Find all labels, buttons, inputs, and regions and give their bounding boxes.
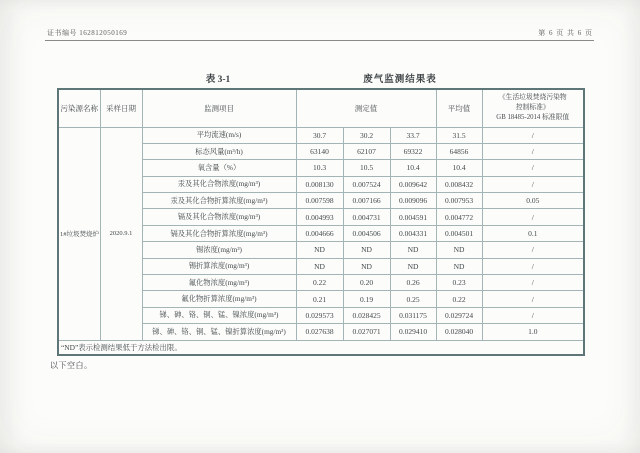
table-cell-limit: / (482, 275, 584, 291)
table-cell-limit: 1.0 (482, 324, 584, 340)
table-cell-limit: / (482, 209, 584, 225)
table-cell-limit: / (482, 127, 584, 143)
table-cell-v1: 0.21 (296, 291, 343, 307)
table-cell-item: 锡浓度(mg/m³) (142, 242, 296, 258)
table-cell-avg: 64856 (436, 143, 482, 159)
table-cell-v1: 0.007598 (296, 193, 343, 209)
table-cell-v2: 30.2 (343, 127, 390, 143)
table-cell-v3: 0.029410 (390, 324, 436, 340)
table-cell-avg: 10.4 (436, 160, 482, 176)
results-tbody (58, 127, 584, 340)
table-cell-limit: / (482, 143, 584, 159)
header-source: 污染源名称 (58, 89, 100, 127)
table-cell-avg: 0.029724 (436, 307, 482, 323)
table-cell-avg: ND (436, 258, 482, 274)
sample-date-cell: 2020.9.1 (100, 127, 142, 340)
table-cell-v1: 0.008130 (296, 176, 343, 192)
table-cell-v2: 0.028425 (343, 307, 390, 323)
header-limit (482, 89, 584, 127)
table-cell-limit: / (482, 258, 584, 274)
table-cell-item: 汞及其化合物浓度(mg/m³) (142, 176, 296, 192)
table-cell-v2: 0.004506 (343, 225, 390, 241)
table-cell-avg: 31.5 (436, 127, 482, 143)
table-cell-v3: 0.031175 (390, 307, 436, 323)
table-cell-v2: ND (343, 258, 390, 274)
table-cell-limit: / (482, 160, 584, 176)
header-divider (45, 40, 594, 41)
table-title: 废气监测结果表 (363, 75, 437, 85)
table-cell-v2: 0.007524 (343, 176, 390, 192)
table-cell-item: 锑、砷、铬、铜、锰、镍折算浓度(mg/m³) (142, 324, 296, 340)
table-cell-avg: 0.22 (436, 291, 482, 307)
table-cell-v2: 0.20 (343, 275, 390, 291)
header-item: 监测项目 (142, 89, 296, 127)
header-limit-line3: GB 18485-2014 标准限值 (496, 114, 570, 122)
table-cell-v1: 0.22 (296, 275, 343, 291)
table-cell-v3: 69322 (390, 143, 436, 159)
header-measured: 测定值 (296, 89, 436, 127)
source-name-cell: 1#垃圾焚烧炉 (58, 127, 100, 340)
table-cell-item: 标态风量(m³/h) (142, 143, 296, 159)
table-cell-item: 平均流速(m/s) (142, 127, 296, 143)
table-cell-v1: 63140 (296, 143, 343, 159)
table-cell-avg: 0.004772 (436, 209, 482, 225)
table-cell-limit: / (482, 176, 584, 192)
table-cell-item: 锑、砷、铬、铜、锰、镍浓度(mg/m³) (142, 307, 296, 323)
table-number: 表 3-1 (205, 75, 231, 85)
table-cell-v1: 0.004666 (296, 225, 343, 241)
table-cell-v3: 0.009096 (390, 193, 436, 209)
table-cell-avg: 0.007953 (436, 193, 482, 209)
table-cell-avg: 0.008432 (436, 176, 482, 192)
table-row (58, 127, 584, 143)
table-cell-v1: 0.029573 (296, 307, 343, 323)
table-cell-v1: 0.004993 (296, 209, 343, 225)
table-cell-v1: ND (296, 258, 343, 274)
table-cell-v3: 0.25 (390, 291, 436, 307)
table-cell-v1: 10.3 (296, 160, 343, 176)
table-cell-limit: 0.05 (482, 193, 584, 209)
header-average: 平均值 (436, 89, 482, 127)
table-cell-avg: 0.23 (436, 275, 482, 291)
table-cell-v3: 33.7 (390, 127, 436, 143)
header-limit-line2: 控制标准》 (515, 104, 550, 112)
table-cell-v2: 0.007166 (343, 193, 390, 209)
table-header-row (58, 89, 584, 127)
table-cell-limit: / (482, 291, 584, 307)
page-number: 第 6 页 共 6 页 (538, 29, 593, 37)
table-cell-v2: 10.5 (343, 160, 390, 176)
table-cell-v3: 10.4 (390, 160, 436, 176)
table-cell-v2: 0.027071 (343, 324, 390, 340)
table-cell-v3: ND (390, 242, 436, 258)
nd-footnote: “ND”表示检测结果低于方法检出限。 (58, 340, 584, 355)
table-cell-item: 镉及其化合物浓度(mg/m³) (142, 209, 296, 225)
table-cell-v3: 0.009642 (390, 176, 436, 192)
table-cell-v3: ND (390, 258, 436, 274)
table-cell-v3: 0.26 (390, 275, 436, 291)
header-date: 采样日期 (100, 89, 142, 127)
table-cell-item: 汞及其化合物折算浓度(mg/m³) (142, 193, 296, 209)
table-cell-v2: 0.19 (343, 291, 390, 307)
table-cell-item: 氟化物折算浓度(mg/m³) (142, 291, 296, 307)
table-cell-item: 氧含量（%） (142, 160, 296, 176)
monitoring-results-table (57, 88, 585, 356)
table-cell-avg: 0.004501 (436, 225, 482, 241)
table-cell-v1: ND (296, 242, 343, 258)
table-cell-v2: 0.004731 (343, 209, 390, 225)
table-cell-v1: 30.7 (296, 127, 343, 143)
table-cell-limit: 0.1 (482, 225, 584, 241)
table-cell-avg: ND (436, 242, 482, 258)
footnote-row (58, 340, 584, 355)
table-cell-v2: 62107 (343, 143, 390, 159)
table-cell-v3: 0.004591 (390, 209, 436, 225)
table-cell-v3: 0.004331 (390, 225, 436, 241)
table-cell-item: 氟化物浓度(mg/m³) (142, 275, 296, 291)
table-cell-limit: / (482, 307, 584, 323)
table-cell-limit: / (482, 242, 584, 258)
table-cell-avg: 0.028040 (436, 324, 482, 340)
table-cell-v2: ND (343, 242, 390, 258)
table-cell-v1: 0.027638 (296, 324, 343, 340)
header-limit-line1: 《生活垃圾焚烧污染物 (498, 94, 567, 102)
table-cell-item: 镉及其化合物折算浓度(mg/m³) (142, 225, 296, 241)
certificate-number: 证书编号 162812050169 (47, 29, 128, 37)
table-cell-item: 锡折算浓度(mg/m³) (142, 258, 296, 274)
blank-below-note: 以下空白。 (50, 361, 93, 370)
